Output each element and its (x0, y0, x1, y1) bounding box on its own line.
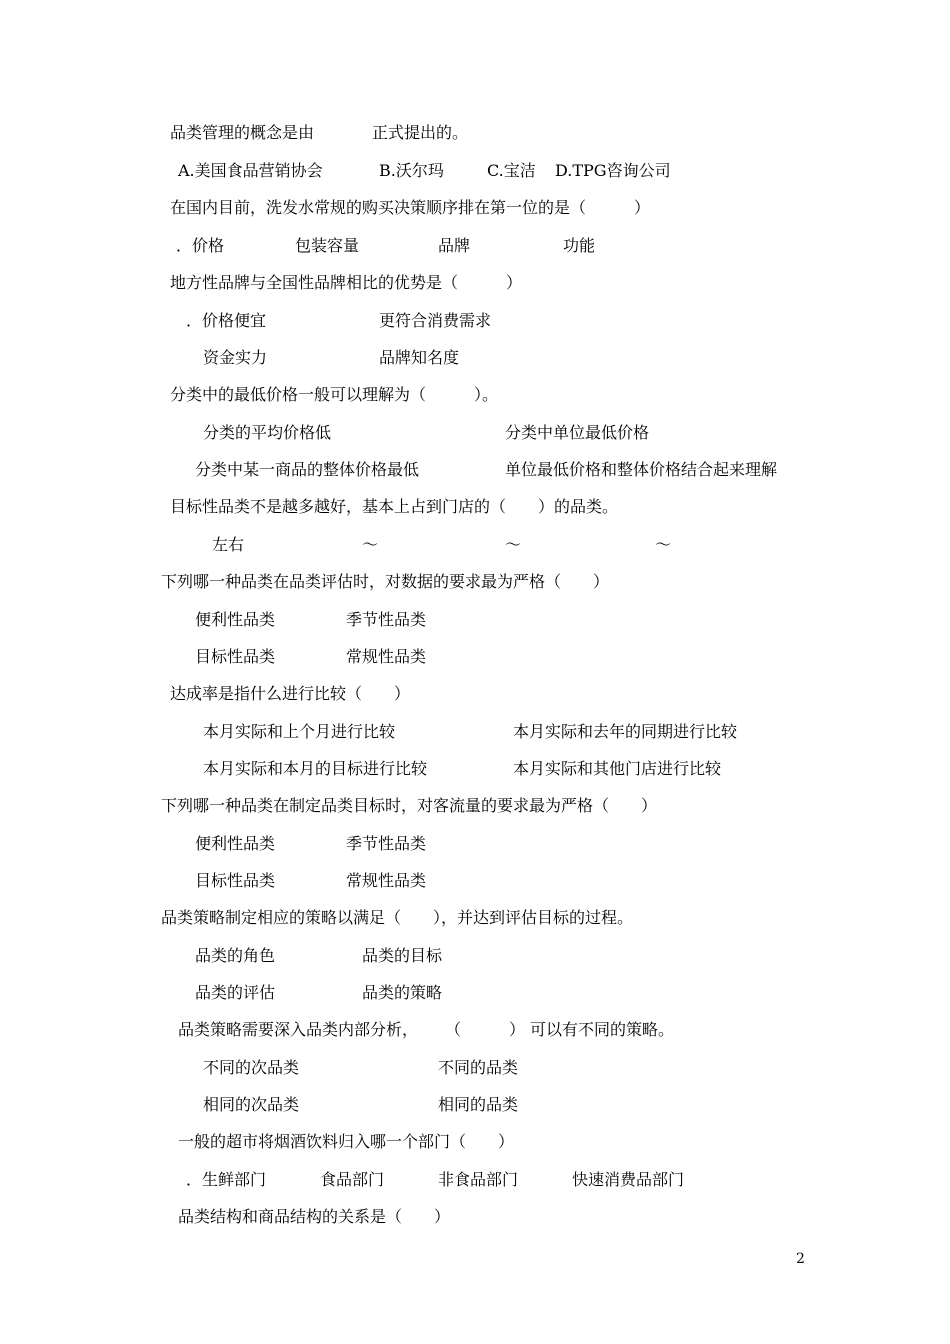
option: 左右 (212, 535, 245, 554)
question-text: 一般的超市将烟酒饮料归入哪一个部门（ ） (178, 1132, 515, 1151)
option: 食品部门 (320, 1170, 385, 1189)
option: 本月实际和其他门店进行比较 (513, 759, 722, 778)
option: 分类的平均价格低 (203, 423, 332, 442)
option: 品类的角色 (195, 946, 276, 965)
option: 便利性品类 (195, 834, 276, 853)
option: 品类的评估 (195, 983, 276, 1002)
question-text: 在国内目前，洗发水常规的购买决策顺序排在第一位的是（ ） (170, 198, 651, 217)
option: 常规性品类 (346, 871, 427, 890)
option: ．价格便宜 (186, 311, 267, 330)
option: ～ (362, 535, 379, 554)
option: ．生鲜部门 (186, 1170, 267, 1189)
option: B.沃尔玛 (379, 161, 444, 180)
option: 不同的次品类 (203, 1058, 300, 1077)
option: 目标性品类 (195, 871, 276, 890)
option: 本月实际和上个月进行比较 (203, 722, 396, 741)
option: ～ (655, 535, 672, 554)
option: 目标性品类 (195, 647, 276, 666)
option: 本月实际和去年的同期进行比较 (513, 722, 738, 741)
question-text: 目标性品类不是越多越好，基本上占到门店的（ ）的品类。 (170, 497, 619, 516)
question-text-tail: 正式提出的。 (372, 123, 469, 142)
option: 包装容量 (295, 236, 360, 255)
option: ～ (505, 535, 522, 554)
option: 单位最低价格和整体价格结合起来理解 (505, 460, 778, 479)
option: 非食品部门 (438, 1170, 519, 1189)
question-text: 达成率是指什么进行比较（ ） (170, 684, 411, 703)
option: C.宝洁 (487, 161, 536, 180)
option: 功能 (563, 236, 596, 255)
option: 资金实力 (203, 348, 268, 367)
question-text: 品类管理的概念是由 (170, 123, 315, 142)
option: 分类中单位最低价格 (505, 423, 650, 442)
option: A.美国食品营销协会 (178, 161, 323, 180)
question-text: 下列哪一种品类在制定品类目标时，对客流量的要求最为严格（ ） (161, 796, 658, 815)
option: 品牌 (438, 236, 471, 255)
option: 快速消费品部门 (572, 1170, 685, 1189)
option: 相同的次品类 (203, 1095, 300, 1114)
option: 品类的目标 (362, 946, 443, 965)
page-number: 2 (796, 1251, 805, 1267)
question-text: 品类策略制定相应的策略以满足（ ），并达到评估目标的过程。 (161, 908, 634, 927)
option: ．价格 (176, 236, 225, 255)
question-text: 地方性品牌与全国性品牌相比的优势是（ ） (170, 273, 523, 292)
option: 季节性品类 (346, 610, 427, 629)
option: 分类中某一商品的整体价格最低 (195, 460, 420, 479)
question-text: 分类中的最低价格一般可以理解为（ ）。 (170, 385, 499, 404)
option: 季节性品类 (346, 834, 427, 853)
question-text-tail: 可以有不同的策略。 (530, 1020, 675, 1039)
option: 本月实际和本月的目标进行比较 (203, 759, 428, 778)
question-text: 下列哪一种品类在品类评估时，对数据的要求最为严格（ ） (161, 572, 610, 591)
option: D.TPG咨询公司 (555, 161, 671, 180)
option: 常规性品类 (346, 647, 427, 666)
option: 品牌知名度 (379, 348, 460, 367)
question-text: 品类结构和商品结构的关系是（ ） (178, 1207, 451, 1226)
option: 相同的品类 (438, 1095, 519, 1114)
question-text: 品类策略需要深入品类内部分析， (178, 1020, 419, 1039)
question-blank: （ ） (445, 1020, 526, 1039)
option: 更符合消费需求 (379, 311, 492, 330)
option: 不同的品类 (438, 1058, 519, 1077)
option: 品类的策略 (362, 983, 443, 1002)
option: 便利性品类 (195, 610, 276, 629)
